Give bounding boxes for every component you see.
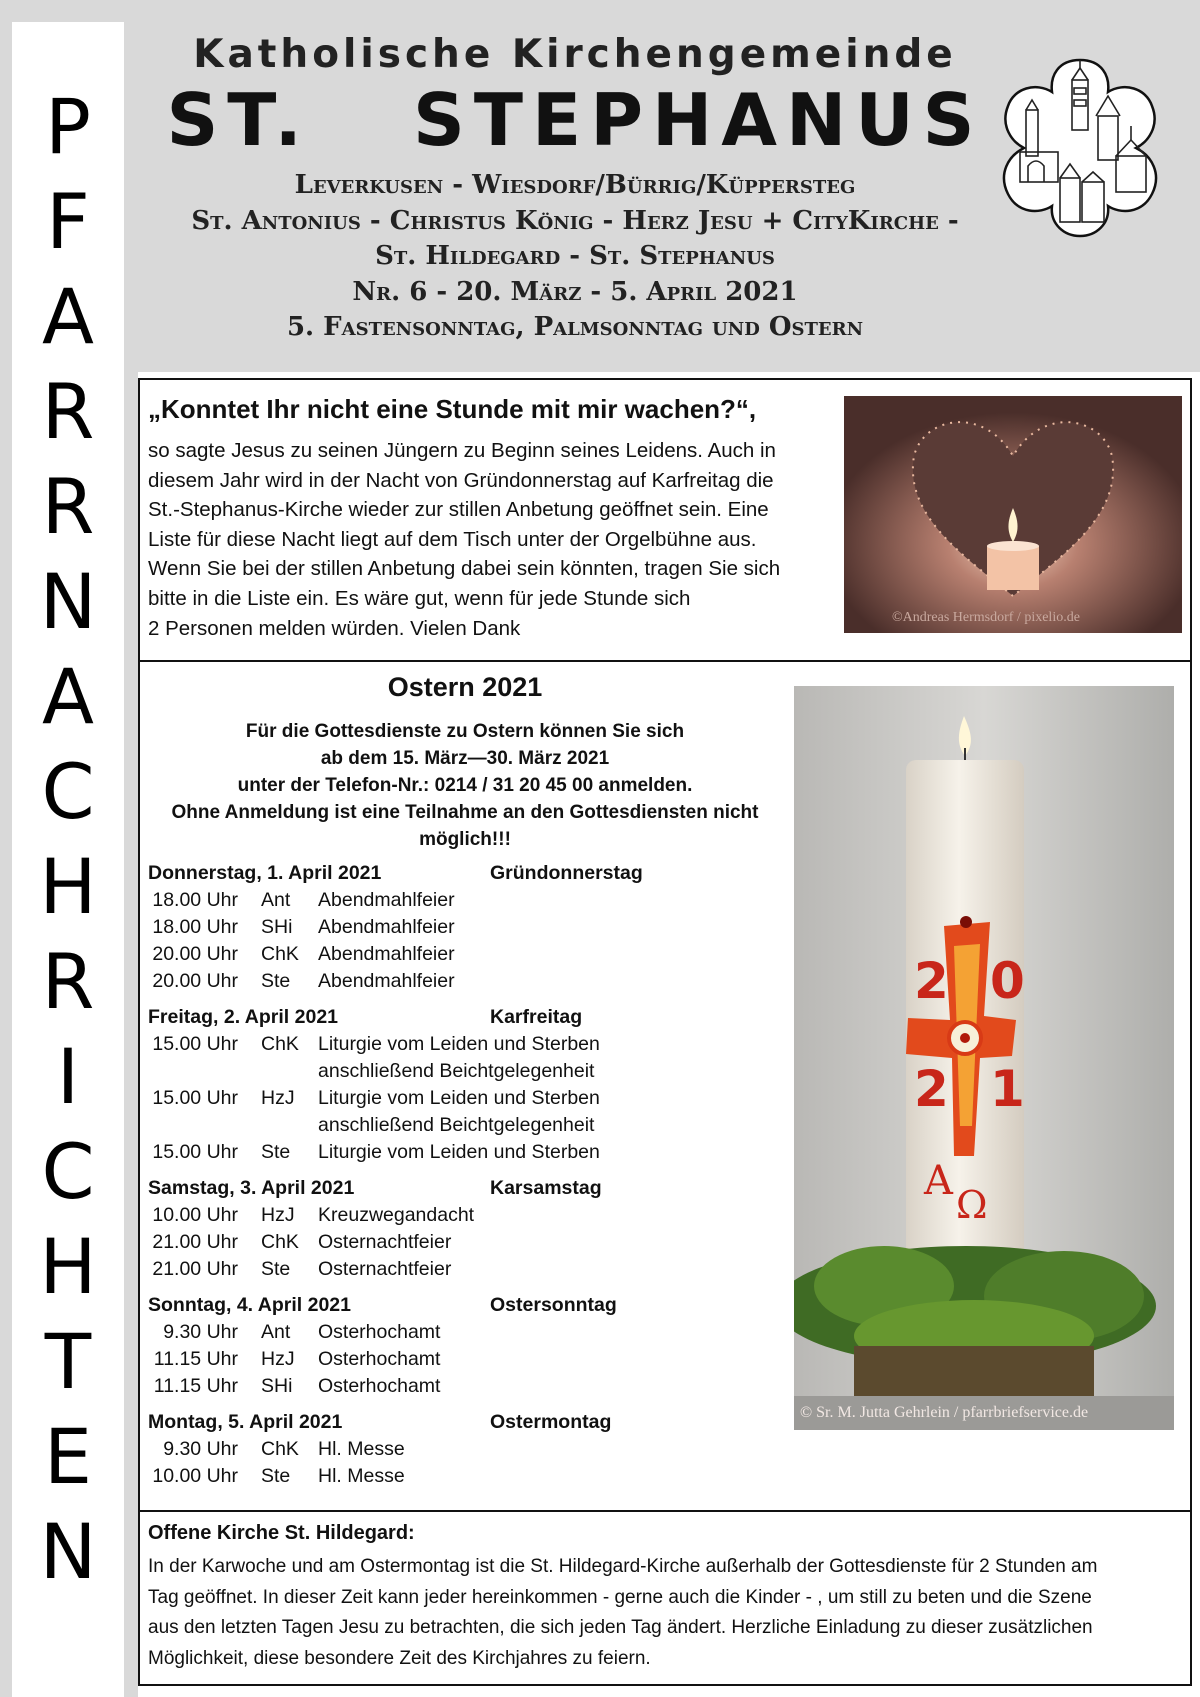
intro-line: Für die Gottesdienste zu Ostern können Sie sich bbox=[245, 721, 685, 742]
day-header bbox=[148, 1294, 788, 1321]
service-row bbox=[148, 1465, 788, 1492]
vertical-letter: N bbox=[39, 557, 97, 646]
body-line: Wenn Sie bei der stillen Anbetung dabei sein könnten, tragen Sie sich bbox=[148, 557, 781, 581]
vertical-letter: I bbox=[56, 1032, 80, 1121]
day-date: Freitag, 2. April 2021 bbox=[148, 1006, 339, 1028]
service-schedule bbox=[148, 862, 788, 1492]
service-row bbox=[148, 916, 788, 943]
service-row bbox=[148, 1438, 788, 1465]
service-time: 15.00 Uhr bbox=[152, 1141, 238, 1163]
service-row bbox=[148, 1321, 788, 1348]
body-line: Tag geöffnet. In dieser Zeit kann jeder hereinkommen - gerne auch die Kinder - , um still zu beten und die Szene bbox=[148, 1586, 1092, 1608]
service-church: HzJ bbox=[261, 1348, 295, 1370]
service-row bbox=[148, 1033, 788, 1087]
service-desc: Hl. Messe bbox=[318, 1465, 405, 1487]
vertical-letter: T bbox=[44, 1317, 92, 1406]
service-desc: Osterhochamt bbox=[318, 1375, 441, 1397]
service-time: 15.00 Uhr bbox=[152, 1033, 238, 1055]
body-line: Möglichkeit, diese besondere Zeit des Kirchjahres zu feiern. bbox=[148, 1647, 651, 1669]
section-body bbox=[148, 436, 838, 643]
service-church: ChK bbox=[261, 1438, 299, 1460]
service-row bbox=[148, 1375, 788, 1402]
vertical-letter: E bbox=[43, 1412, 93, 1501]
service-church: ChK bbox=[261, 943, 299, 965]
vertical-letter: F bbox=[46, 177, 90, 266]
header-line-occasion: 5. Fastensonntag, Palmsonntag und Ostern bbox=[286, 312, 864, 342]
easter-registration-info bbox=[140, 718, 790, 853]
body-line: Liste für diese Nacht liegt auf dem Tisch unter der Orgelbühne aus. bbox=[148, 527, 757, 551]
header-line-churches: St. Antonius - Christus König - Herz Jesu + CityKirche - bbox=[191, 205, 959, 236]
service-church: SHi bbox=[261, 1375, 293, 1397]
section-title: Offene Kirche St. Hildegard: bbox=[148, 1522, 415, 1544]
service-desc: Osterhochamt bbox=[318, 1348, 441, 1370]
candle-digit: 2 bbox=[914, 952, 949, 1010]
service-church: Ste bbox=[261, 1465, 291, 1487]
service-church: HzJ bbox=[261, 1087, 295, 1109]
header-line-issue: Nr. 6 - 20. März - 5. April 2021 bbox=[352, 276, 798, 307]
service-note: anschließend Beichtgelegenheit bbox=[318, 1060, 595, 1082]
parish-name: Katholische Kirchengemeinde bbox=[193, 32, 957, 77]
easter-candle-photo bbox=[794, 686, 1174, 1430]
day-header bbox=[148, 1006, 788, 1033]
service-time: 10.00 Uhr bbox=[152, 1465, 238, 1487]
body-line: St.-Stephanus-Kirche wieder zur stillen Anbetung geöffnet sein. Eine bbox=[148, 498, 769, 522]
service-row bbox=[148, 943, 788, 970]
day-date: Montag, 5. April 2021 bbox=[148, 1411, 343, 1433]
parish-saint-title: ST. STEPHANUS bbox=[166, 78, 984, 162]
service-church: Ste bbox=[261, 1141, 291, 1163]
section-body bbox=[148, 1552, 1178, 1674]
section-open-church bbox=[138, 1510, 1192, 1686]
service-desc: Hl. Messe bbox=[318, 1438, 405, 1460]
service-church: ChK bbox=[261, 1231, 299, 1253]
vertical-letter: H bbox=[39, 1222, 97, 1311]
service-desc: Liturgie vom Leiden und Sterben bbox=[318, 1087, 600, 1109]
service-row bbox=[148, 1204, 788, 1231]
service-desc: Osterhochamt bbox=[318, 1321, 441, 1343]
body-line: 2 Personen melden würden. Vielen Dank bbox=[148, 616, 521, 640]
masthead bbox=[150, 30, 1000, 346]
candle-digit: 0 bbox=[990, 952, 1025, 1010]
section-night-prayer bbox=[138, 378, 1192, 662]
day-date: Samstag, 3. April 2021 bbox=[148, 1177, 355, 1199]
intro-line: ab dem 15. März—30. März 2021 bbox=[320, 748, 610, 769]
divider-strip bbox=[124, 0, 138, 1697]
body-line: so sagte Jesus zu seinen Jüngern zu Beginn seines Leidens. Auch in bbox=[148, 439, 776, 462]
service-church: Ant bbox=[261, 889, 291, 911]
service-time: 21.00 Uhr bbox=[152, 1231, 238, 1253]
day-feast: Karsamstag bbox=[490, 1177, 602, 1199]
vertical-letter: P bbox=[45, 82, 91, 171]
body-line: diesem Jahr wird in der Nacht von Gründonnerstag auf Karfreitag die bbox=[148, 468, 774, 492]
section-easter bbox=[138, 660, 1192, 1512]
service-time: 15.00 Uhr bbox=[152, 1087, 238, 1109]
service-church: SHi bbox=[261, 916, 293, 938]
service-row bbox=[148, 1348, 788, 1375]
service-desc: Liturgie vom Leiden und Sterben bbox=[318, 1033, 600, 1055]
service-desc: Abendmahlfeier bbox=[318, 916, 455, 938]
service-church: Ste bbox=[261, 1258, 291, 1280]
service-time: 11.15 Uhr bbox=[153, 1375, 238, 1397]
vertical-letter: A bbox=[42, 272, 94, 361]
service-desc: Abendmahlfeier bbox=[318, 889, 455, 911]
service-row bbox=[148, 970, 788, 997]
section-title: „Konntet Ihr nicht eine Stunde mit mir wachen?“, bbox=[148, 394, 757, 424]
service-church: Ste bbox=[261, 970, 291, 992]
body-line: In der Karwoche und am Ostermontag ist die St. Hildegard-Kirche außerhalb der Gottesdienste für 2 Stunden am bbox=[148, 1556, 1098, 1577]
photo-credit: © Sr. M. Jutta Gehrlein / pfarrbriefservice.de bbox=[800, 1404, 1089, 1421]
service-church: ChK bbox=[261, 1033, 299, 1055]
parish-logo-icon bbox=[990, 52, 1170, 242]
header-line-town: Leverkusen - Wiesdorf/Bürrig/Küppersteg bbox=[294, 170, 856, 200]
candle-digit: 2 bbox=[914, 1060, 949, 1118]
service-time: 20.00 Uhr bbox=[152, 943, 238, 965]
candle-omega: Ω bbox=[956, 1183, 988, 1227]
vertical-letter: C bbox=[41, 747, 95, 836]
day-feast: Ostersonntag bbox=[490, 1294, 617, 1316]
body-line: bitte in die Liste ein. Es wäre gut, wenn für jede Stunde sich bbox=[148, 586, 691, 610]
section-title: Ostern 2021 bbox=[387, 672, 543, 702]
service-time: 21.00 Uhr bbox=[152, 1258, 238, 1280]
day-feast: Ostermontag bbox=[490, 1411, 612, 1433]
vertical-letter: R bbox=[41, 367, 95, 456]
service-desc: Abendmahlfeier bbox=[318, 943, 455, 965]
service-desc: Liturgie vom Leiden und Sterben bbox=[318, 1141, 600, 1163]
vertical-letter: A bbox=[42, 652, 94, 741]
body-line: aus den letzten Tagen Jesu zu betrachten, die sich jeden Tag ändert. Herzliche Einladung zu dieser zusätzlichen bbox=[148, 1617, 1093, 1638]
day-header bbox=[148, 862, 788, 889]
service-church: HzJ bbox=[261, 1204, 295, 1226]
service-time: 18.00 Uhr bbox=[152, 889, 238, 911]
service-row bbox=[148, 889, 788, 916]
intro-line: möglich!!! bbox=[419, 829, 511, 850]
service-time: 20.00 Uhr bbox=[152, 970, 238, 992]
vertical-title-pfarrnachrichten bbox=[12, 22, 124, 1682]
vertical-letter: C bbox=[41, 1127, 95, 1216]
day-header bbox=[148, 1177, 788, 1204]
day-header bbox=[148, 1411, 788, 1438]
day-date: Donnerstag, 1. April 2021 bbox=[148, 862, 382, 884]
day-feast: Gründonnerstag bbox=[490, 862, 643, 884]
service-time: 18.00 Uhr bbox=[152, 916, 238, 938]
header-line-churches-2: St. Hildegard - St. Stephanus bbox=[375, 241, 775, 271]
service-desc: Kreuzwegandacht bbox=[318, 1204, 475, 1226]
service-row bbox=[148, 1258, 788, 1285]
candle-alpha: A bbox=[924, 1158, 953, 1204]
photo-credit: ©Andreas Hermsdorf / pixelio.de bbox=[892, 610, 1080, 625]
candle-digit: 1 bbox=[990, 1060, 1025, 1118]
service-row bbox=[148, 1141, 788, 1168]
left-border bbox=[0, 0, 12, 1697]
vertical-letter: N bbox=[39, 1507, 97, 1596]
service-time: 10.00 Uhr bbox=[152, 1204, 238, 1226]
candle-heart-illustration bbox=[844, 396, 1182, 633]
service-desc: Abendmahlfeier bbox=[318, 970, 455, 992]
service-desc: Osternachtfeier bbox=[318, 1231, 452, 1253]
intro-line: unter der Telefon-Nr.: 0214 / 31 20 45 00 anmelden. bbox=[237, 775, 693, 796]
vertical-letter: H bbox=[39, 842, 97, 931]
vertical-letter: R bbox=[41, 937, 95, 1026]
day-date: Sonntag, 4. April 2021 bbox=[148, 1294, 351, 1316]
service-time: 11.15 Uhr bbox=[153, 1348, 238, 1370]
service-time: 9.30 Uhr bbox=[163, 1438, 238, 1460]
easter-candle-illustration bbox=[794, 686, 1174, 1430]
vertical-letter: R bbox=[41, 462, 95, 551]
day-feast: Karfreitag bbox=[490, 1006, 583, 1028]
service-row bbox=[148, 1231, 788, 1258]
service-church: Ant bbox=[261, 1321, 291, 1343]
service-note: anschließend Beichtgelegenheit bbox=[318, 1114, 595, 1136]
service-time: 9.30 Uhr bbox=[163, 1321, 238, 1343]
candle-heart-photo bbox=[844, 396, 1182, 633]
service-row bbox=[148, 1087, 788, 1141]
service-desc: Osternachtfeier bbox=[318, 1258, 452, 1280]
intro-line: Ohne Anmeldung ist eine Teilnahme an den Gottesdiensten nicht bbox=[171, 802, 759, 823]
